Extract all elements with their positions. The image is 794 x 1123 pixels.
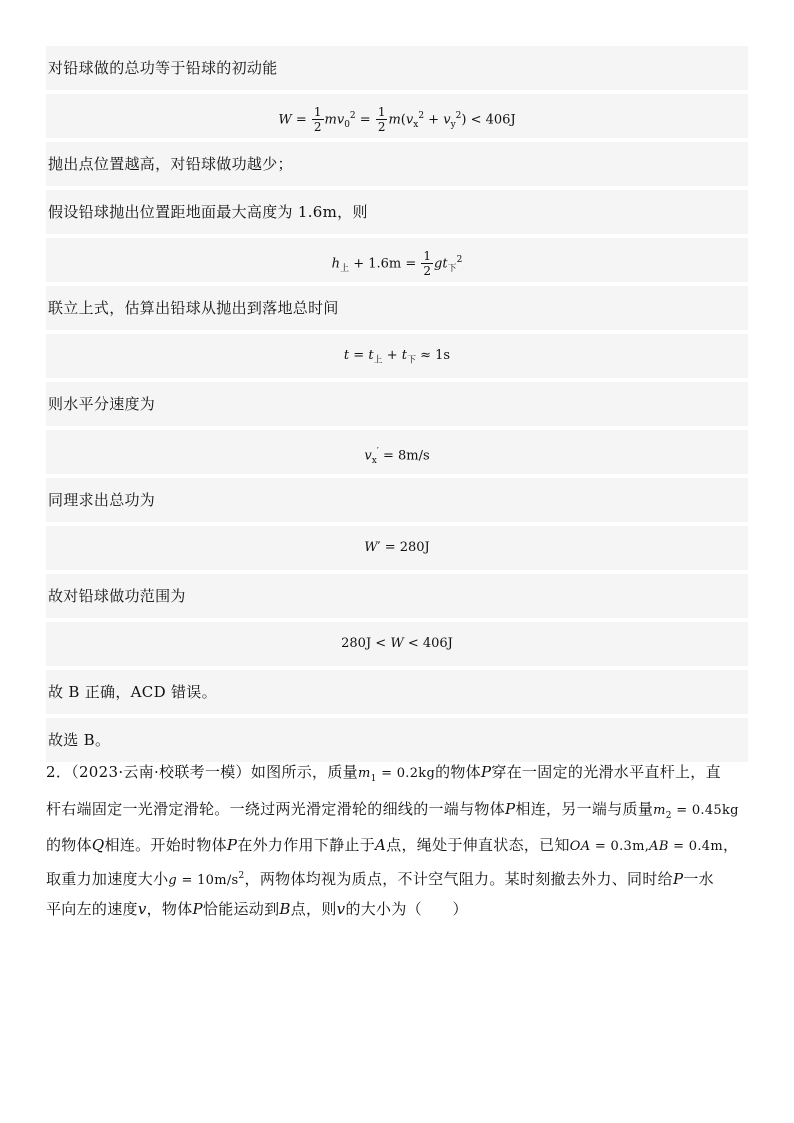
question-line: 取重力加速度大小$g = 10m/s^2$，两物体均视为质点，不计空气阻力。某时刻撤去外力、同时给P一水 — [46, 869, 714, 888]
solution-block — [46, 46, 748, 762]
solution-line: 故 B 正确，ACD 错误。 — [46, 670, 748, 714]
fraction: $\frac{1}{2}$ — [313, 105, 322, 135]
equation-work-prime: W′ = 280J — [46, 526, 748, 570]
equation-work-range: 280J < W < 406J — [46, 622, 748, 666]
question-2 — [46, 758, 756, 925]
equation-total-work: W = $\frac{1}{2}$ $mv_0^2$ = $\frac{1}{2}$ $m(v_x^2 + v_y^2) < 406J$ — [46, 94, 748, 138]
solution-line: 对铅球做的总功等于铅球的初动能 — [46, 46, 748, 90]
equation-time: $t = t_上 + t_下 \approx 1s$ — [46, 334, 748, 378]
solution-line: 同理求出总功为 — [46, 478, 748, 522]
fraction: $\frac{1}{2}$ — [377, 105, 386, 135]
question-line: 2．（2023·云南·校联考一模）如图所示，质量$m_1 = 0.2kg$的物体P穿在一固定的光滑水平直杆上，直 — [46, 763, 721, 784]
question-line: 的物体Q相连。开始时物体P在外力作用下静止于A点，绳处于伸直状态，已知OA = 0.3m,AB = 0.4m， — [46, 836, 739, 854]
solution-line: 则水平分速度为 — [46, 382, 748, 426]
equation-height: $h_上 + 1.6m$ = $\frac{1}{2}$ $gt_下^2$ — [46, 238, 748, 282]
solution-line: 故选 B。 — [46, 718, 748, 762]
fraction: $\frac{1}{2}$ — [423, 249, 432, 279]
solution-line: 故对铅球做功范围为 — [46, 574, 748, 618]
question-line: 平向左的速度v，物体P恰能运动到B点，则v的大小为（ ） — [46, 900, 468, 918]
equation-velocity: $v_x' = 8m/s$ — [46, 430, 748, 474]
question-line: 杆右端固定一光滑定滑轮。一绕过两光滑定滑轮的细线的一端与物体P相连，另一端与质量$m_2 = 0.45kg$ — [46, 799, 739, 821]
solution-line: 抛出点位置越高，对铅球做功越少； — [46, 142, 748, 186]
solution-line: 假设铅球抛出位置距地面最大高度为 1.6m，则 — [46, 190, 748, 234]
solution-line: 联立上式，估算出铅球从抛出到落地总时间 — [46, 286, 748, 330]
